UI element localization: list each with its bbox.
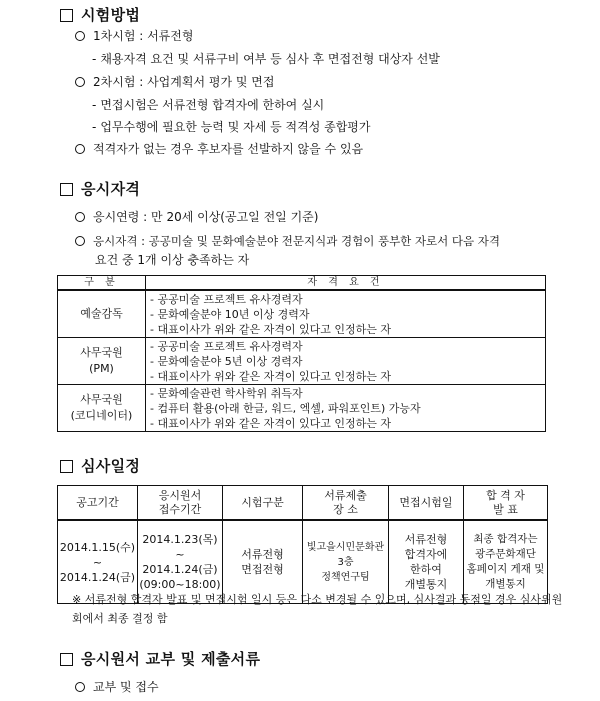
qualification-criteria-line1: 응시자격 : 공공미술 및 문화예술분야 전문지식과 경험이 풍부한 자로서 다음 자격 bbox=[75, 236, 500, 248]
schedule-table-wrap bbox=[57, 485, 548, 604]
header-requirements: 자 격 요 건 bbox=[146, 276, 546, 291]
circle-bullet-icon bbox=[75, 236, 85, 246]
header-posting-period: 공고기간 bbox=[58, 486, 138, 521]
cell-posting-period: 2014.1.15(수) ~ 2014.1.24(금) bbox=[58, 520, 138, 604]
header-submission-place: 서류제출 장 소 bbox=[303, 486, 389, 521]
row-category: 사무국원 (PM) bbox=[58, 338, 146, 385]
section-qualification-heading bbox=[60, 178, 140, 200]
circle-bullet-icon bbox=[75, 682, 85, 692]
checkbox-square-icon bbox=[60, 653, 73, 666]
row-requirements: - 공공미술 프로젝트 유사경력자 - 문화예술분야 5년 이상 경력자 - 대표이사가 위와 같은 자격이 있다고 인정하는 자 bbox=[146, 338, 546, 385]
table-row bbox=[58, 385, 546, 432]
circle-bullet-icon bbox=[75, 212, 85, 222]
submission-item: 교부 및 접수 bbox=[75, 681, 159, 693]
cell-submission-place: 빛고을시민문화관 3층 정책연구팀 bbox=[303, 520, 389, 604]
method-item-1: 1차시험 : 서류전형 bbox=[75, 30, 193, 42]
row-requirements: - 문화예술관련 학사학위 취득자 - 컴퓨터 활용(아래 한글, 워드, 엑셀, 파워포인트) 가능자 - 대표이사가 위와 같은 자격이 있다고 인정하는 자 bbox=[146, 385, 546, 432]
section-title: 심사일정 bbox=[81, 456, 141, 475]
table-row bbox=[58, 338, 546, 385]
qualification-table bbox=[57, 275, 546, 432]
checkbox-square-icon bbox=[60, 9, 73, 22]
section-method-heading bbox=[60, 4, 140, 26]
section-schedule-heading bbox=[60, 455, 140, 477]
qualification-age: 응시연령 : 만 20세 이상(공고일 전일 기준) bbox=[75, 211, 318, 223]
schedule-note: ※ 서류전형 합격자 발표 및 면접시험 일시 등은 다소 변경될 수 있으며, 심사결과 동점일 경우 심사위원회에서 최종 결정 함 bbox=[72, 593, 563, 625]
section-submission-heading bbox=[60, 648, 260, 670]
row-requirements: - 공공미술 프로젝트 유사경력자 - 문화예술분야 10년 이상 경력자 - 대표이사가 위와 같은 자격이 있다고 인정하는 자 bbox=[146, 290, 546, 338]
cell-announcement: 최종 합격자는 광주문화재단 홈페이지 게재 및 개별통지 bbox=[464, 520, 548, 604]
qualification-table-wrap bbox=[57, 275, 546, 432]
circle-bullet-icon bbox=[75, 31, 85, 41]
section-title: 시험방법 bbox=[81, 5, 141, 24]
circle-bullet-icon bbox=[75, 77, 85, 87]
circle-bullet-icon bbox=[75, 144, 85, 154]
row-category: 사무국원 (코디네이터) bbox=[58, 385, 146, 432]
header-interview-date: 면접시험일 bbox=[389, 486, 464, 521]
cell-interview-date: 서류전형 합격자에 한하여 개별통지 bbox=[389, 520, 464, 604]
row-category: 예술감독 bbox=[58, 290, 146, 338]
table-row bbox=[58, 290, 546, 338]
cell-exam-type: 서류전형 면접전형 bbox=[223, 520, 303, 604]
method-item-5: - 업무수행에 필요한 능력 및 자세 등 적격성 종합평가 bbox=[92, 120, 371, 134]
method-item-3: 2차시험 : 사업계획서 평가 및 면접 bbox=[75, 76, 274, 88]
schedule-table-header bbox=[58, 486, 548, 521]
method-item-4: - 면접시험은 서류전형 합격자에 한하여 실시 bbox=[92, 98, 325, 112]
header-announcement: 합 격 자 발 표 bbox=[464, 486, 548, 521]
cell-application-period: 2014.1.23(목) ~ 2014.1.24(금) (09:00~18:00) bbox=[138, 520, 223, 604]
section-title: 응시자격 bbox=[81, 179, 141, 198]
method-item-2: - 채용자격 요건 및 서류구비 여부 등 심사 후 면접전형 대상자 선발 bbox=[92, 52, 440, 66]
section-title: 응시원서 교부 및 제출서류 bbox=[81, 649, 261, 668]
schedule-table bbox=[57, 485, 548, 604]
header-exam-type: 시험구분 bbox=[223, 486, 303, 521]
header-category: 구 분 bbox=[58, 276, 146, 291]
checkbox-square-icon bbox=[60, 183, 73, 196]
qualification-criteria-line2: 요건 중 1개 이상 충족하는 자 bbox=[95, 253, 250, 267]
qualification-table-header bbox=[58, 276, 546, 291]
method-item-6: 적격자가 없는 경우 후보자를 선발하지 않을 수 있음 bbox=[75, 143, 363, 155]
checkbox-square-icon bbox=[60, 460, 73, 473]
header-application-period: 응시원서 접수기간 bbox=[138, 486, 223, 521]
